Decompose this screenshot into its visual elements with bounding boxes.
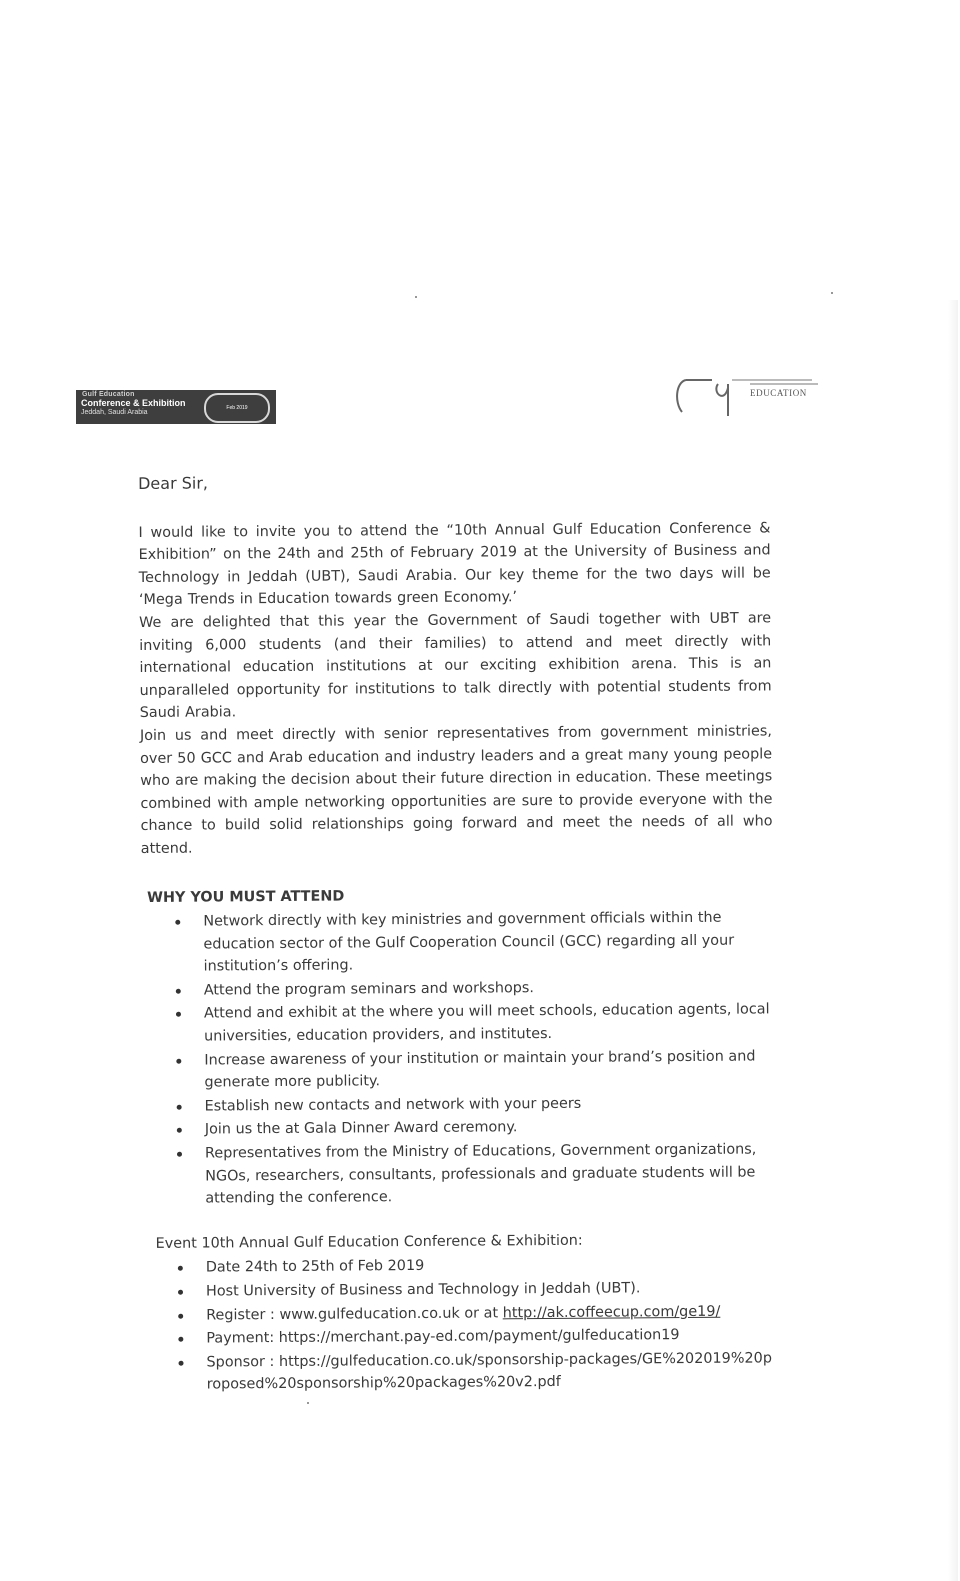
why-attend-list bbox=[141, 906, 775, 1210]
salutation: Dear Sir, bbox=[138, 473, 209, 493]
list-item: Representatives from the Ministry of Educations, Government organizations, NGOs, researchers, consultants, professionals and graduate students will be attending the conference. bbox=[177, 1138, 775, 1210]
logo-line-1: Gulf Education bbox=[82, 391, 135, 398]
education-logo bbox=[672, 374, 822, 420]
scan-speck bbox=[831, 292, 833, 294]
scan-speck bbox=[307, 1402, 309, 1404]
event-date: Date 24th to 25th of Feb 2019 bbox=[178, 1253, 776, 1280]
paragraph-invitation: I would like to invite you to attend the “10th Annual Gulf Education Conference & Exhibition” on the 24th and 25th of February 2019 at the University of Business and Technology in Jeddah (UBT), Saudi Arabia. Our key theme for the two days will be ‘Mega Trends in Education towards green Economy.’ bbox=[138, 519, 771, 609]
event-payment: Payment: https://merchant.pay-ed.com/payment/gulfeducation19 bbox=[178, 1324, 776, 1351]
event-host: Host University of Business and Technology in Jeddah (UBT). bbox=[178, 1276, 776, 1303]
list-item: Attend the program seminars and workshops. bbox=[176, 975, 774, 1002]
logo-badge: Feb 2019 bbox=[204, 393, 270, 423]
paragraph-join-us: Join us and meet directly with senior representatives from government ministries, over 50 GCC and Arab education and industry leaders and a great many young people who are making the decision about their future direction in education. These meetings combined with ample networking opportunities are sure to provide everyone with the chance to build solid relationships going forward and meet the needs of all who attend. bbox=[139, 723, 773, 857]
conference-logo bbox=[76, 390, 276, 424]
list-item: Attend and exhibit at the where you will meet schools, education agents, local universities, education providers, and institutes. bbox=[176, 999, 774, 1049]
letter-body bbox=[138, 468, 777, 1398]
event-register bbox=[178, 1300, 776, 1327]
list-item: Network directly with key ministries and government officials within the education sector of the Gulf Cooperation Council (GCC) regarding all your institution’s offering. bbox=[175, 906, 773, 978]
event-label: Event 10th Annual Gulf Education Conference & Exhibition: bbox=[155, 1232, 583, 1252]
logo-line-2: Conference & Exhibition bbox=[81, 398, 186, 408]
list-item: Establish new contacts and network with your peers bbox=[177, 1091, 775, 1118]
why-attend-heading: WHY YOU MUST ATTEND bbox=[147, 887, 345, 906]
list-item: Join us the at Gala Dinner Award ceremony. bbox=[177, 1115, 775, 1142]
register-link[interactable]: http://ak.coffeecup.com/ge19/ bbox=[502, 1303, 721, 1321]
event-sponsor: Sponsor : https://gulfeducation.co.uk/sponsorship-packages/GE%202019%20proposed%20sponsorship%20packages%20v2.pdf bbox=[178, 1347, 776, 1397]
scan-speck bbox=[415, 296, 417, 298]
list-item: Increase awareness of your institution or maintain your brand’s position and generate more publicity. bbox=[176, 1045, 774, 1095]
register-prefix: Register : www.gulfeducation.co.uk or at bbox=[206, 1304, 503, 1324]
education-logo-text: EDUCATION bbox=[750, 388, 807, 398]
scan-page-edge bbox=[948, 300, 958, 1581]
paragraph-students: We are delighted that this year the Government of Saudi together with UBT are inviting 6,000 students (and their families) to attend and meet directly with international education institutions at our exciting exhibition arena. This is an unparalleled opportunity for institutions to talk directly with potential students from Saudi Arabia. bbox=[139, 610, 772, 722]
event-details-list bbox=[144, 1253, 777, 1397]
logo-line-3: Jeddah, Saudi Arabia bbox=[81, 409, 148, 416]
